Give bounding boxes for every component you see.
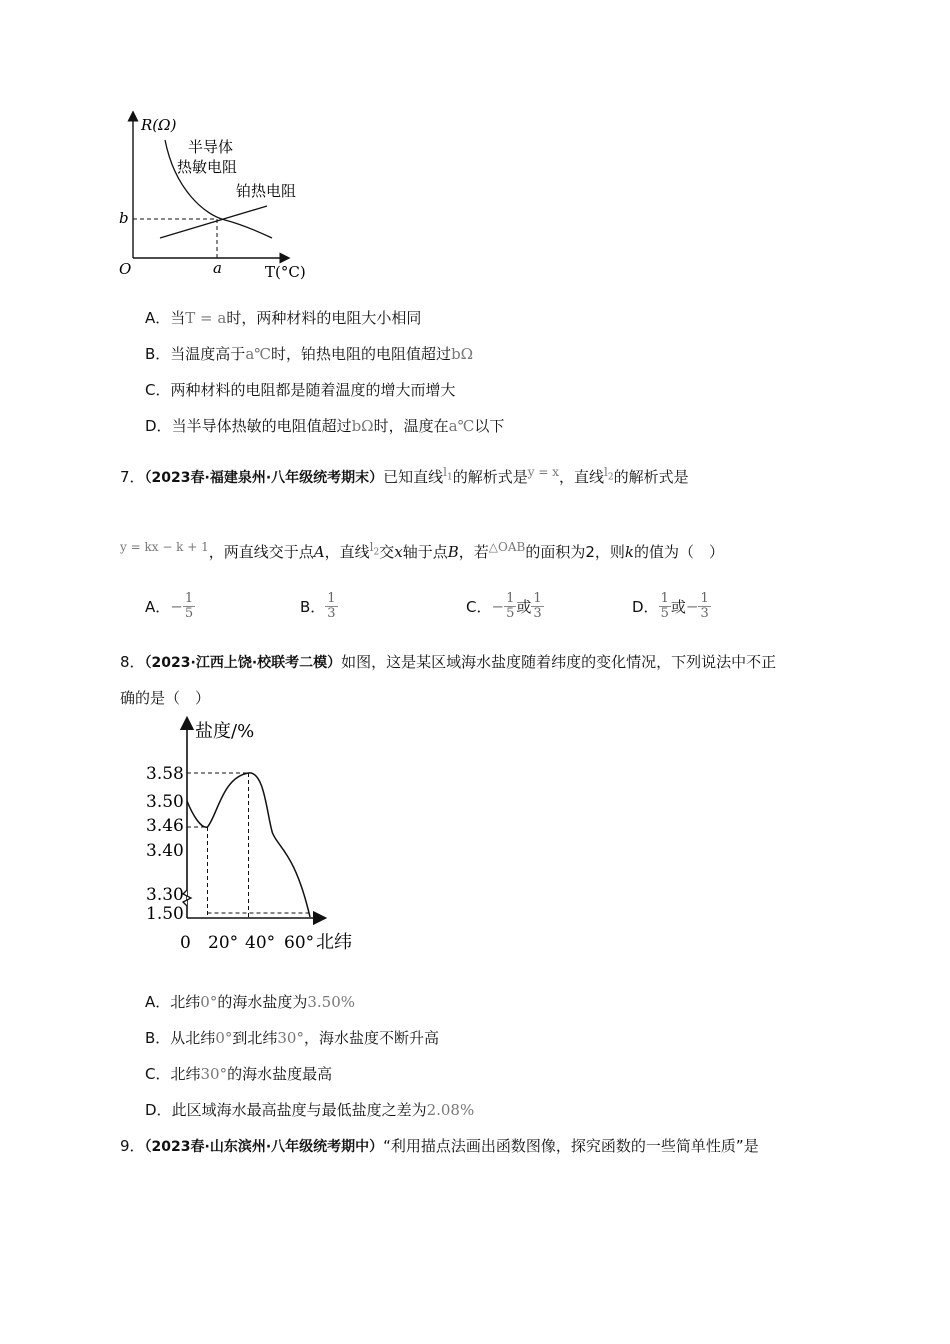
platinum-line — [160, 206, 267, 238]
q6-option-c[interactable]: C．两种材料的电阻都是随着温度的增大而增大 — [145, 381, 456, 399]
question-source: （2023春·福建泉州·八年级统考期末） — [144, 470, 384, 486]
q7-option-a[interactable]: A．− $\frac{1}{5}$ — [145, 591, 194, 621]
semiconductor-label-2: 热敏电阻 — [177, 158, 238, 176]
salinity-latitude-chart — [140, 715, 380, 960]
resistance-temperature-chart — [115, 110, 315, 285]
x-tick-label: 40° — [245, 933, 276, 953]
y-axis-label: R(Ω) — [141, 116, 177, 134]
q8-line-2: 确的是（ ） — [120, 689, 211, 707]
x-axis-label: 北纬 — [316, 932, 352, 953]
x-tick-label: 0 — [180, 933, 191, 953]
y-axis-label: 盐度/% — [195, 721, 255, 742]
q8-option-c[interactable]: C．北纬30°的海水盐度最高 — [145, 1065, 333, 1083]
platinum-label: 铂热电阻 — [236, 182, 297, 200]
b-tick-label: b — [119, 209, 129, 227]
q7-option-b[interactable]: B． $\frac{1}{3}$ — [300, 591, 336, 621]
x-tick-label: 60° — [284, 933, 315, 953]
question-source: （2023·江西上饶·校联考二模） — [144, 655, 342, 671]
q8-option-a[interactable]: A．北纬0°的海水盐度为3.50% — [145, 993, 355, 1011]
y-tick-label: 3.50 — [146, 792, 184, 812]
origin-label: O — [119, 260, 132, 278]
q8-line-1: 8．（2023·江西上饶·校联考二模）如图，这是某区域海水盐度随着纬度的变化情况，下列说法中不正 — [120, 653, 777, 671]
a-tick-label: a — [213, 259, 222, 277]
q6-option-d[interactable]: D．当半导体热敏的电阻值超过bΩ时，温度在a℃以下 — [145, 417, 505, 435]
x-tick-label: 20° — [208, 933, 239, 953]
question-number: 9． — [120, 1137, 145, 1155]
x-axis-label: T(°C) — [265, 263, 306, 281]
q9-line-1: 9．（2023春·山东滨州·八年级统考期中）“利用描点法画出函数图像，探究函数的一些简单性质”是 — [120, 1137, 759, 1155]
q7-option-c[interactable]: C．− $\frac{1}{5}$ 或 $\frac{1}{3}$ — [466, 591, 542, 621]
question-number: 8． — [120, 653, 145, 671]
q7-line-1: 7．（2023春·福建泉州·八年级统考期末）已知直线$^{l_1}$的解析式是$^{y = x}$，直线$^{l_2}$的解析式是 — [120, 465, 689, 486]
y-tick-label: 3.58 — [146, 764, 184, 784]
y-tick-label: 3.40 — [146, 841, 184, 861]
q6-option-a[interactable]: A．当T = a时，两种材料的电阻大小相同 — [145, 309, 422, 327]
axis-break — [183, 890, 191, 906]
q8-option-d[interactable]: D．此区域海水最高盐度与最低盐度之差为2.08% — [145, 1101, 475, 1119]
q7-option-d[interactable]: D． $\frac{1}{5}$ 或− $\frac{1}{3}$ — [632, 591, 709, 621]
y-tick-label: 3.46 — [146, 816, 184, 836]
semiconductor-label-1: 半导体 — [188, 138, 234, 156]
y-tick-label: 1.50 — [146, 904, 184, 924]
q7-line-2: $^{y = kx - k + 1}$，两直线交于点A，直线$^{l_2}$交x轴于点B，若$^{\triangle OAB}$的面积为2，则k的值为（ ） — [120, 540, 724, 561]
q8-option-b[interactable]: B．从北纬0°到北纬30°，海水盐度不断升高 — [145, 1029, 439, 1047]
q6-option-b[interactable]: B．当温度高于a℃时，铂热电阻的电阻值超过bΩ — [145, 345, 474, 363]
y-tick-label: 3.30 — [146, 885, 184, 905]
question-source: （2023春·山东滨州·八年级统考期中） — [144, 1139, 384, 1155]
question-number: 7． — [120, 468, 145, 486]
